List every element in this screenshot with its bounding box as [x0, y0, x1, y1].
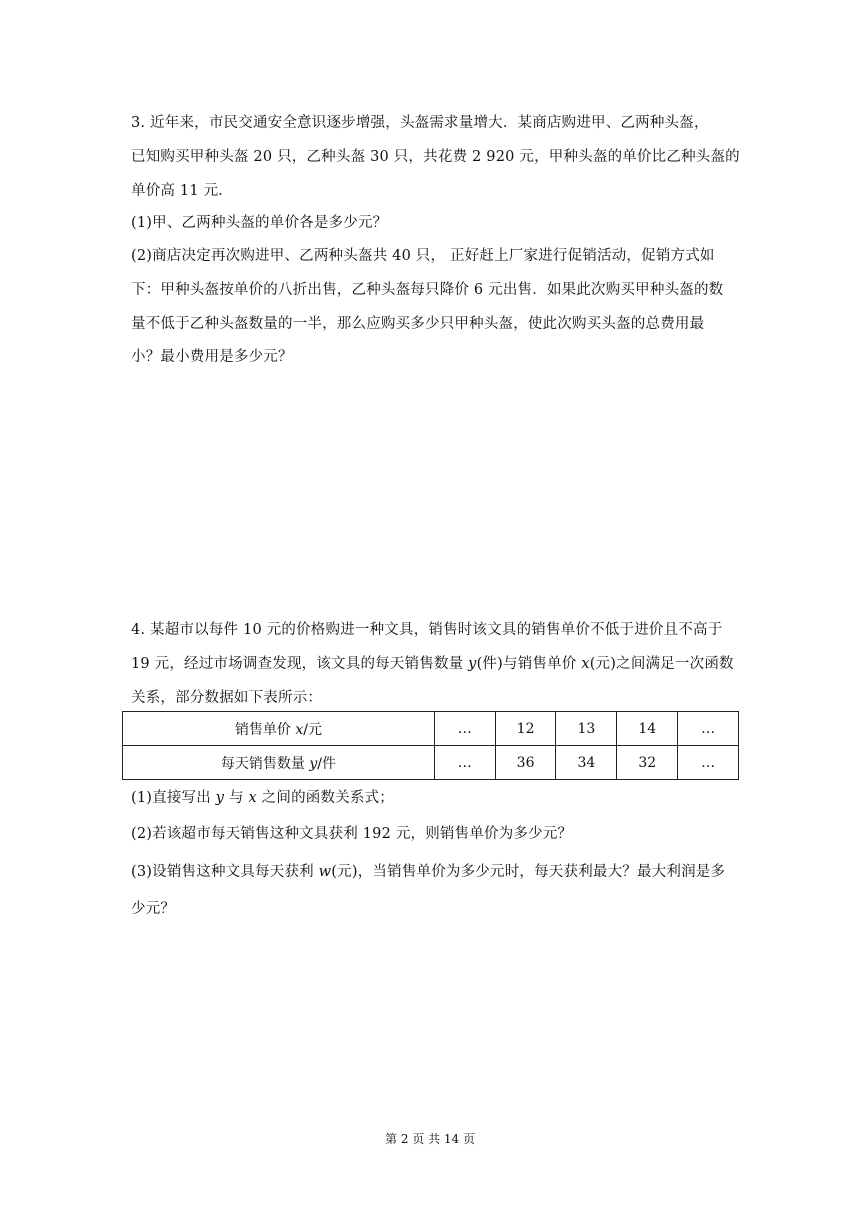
table-cell: 32	[617, 746, 678, 780]
q3-part-2-line-2: 下：甲种头盔按单价的八折出售，乙种头盔每只降价 6 元出售．如果此次购买甲种头盔的数	[131, 282, 724, 298]
page-footer: 第 2 页 共 14 页	[385, 1132, 475, 1146]
q3-line-2: 已知购买甲种头盔 20 只，乙种头盔 30 只，共花费 2 920 元，甲种头盔的单价比乙种头盔的	[131, 149, 740, 165]
q4-line-1: 4. 某超市以每件 10 元的价格购进一种文具，销售时该文具的销售单价不低于进价且不高于	[131, 622, 723, 638]
header-text: 销售单价	[234, 721, 296, 738]
table-cell: 13	[556, 712, 617, 746]
q4-part-3-a: (3)设销售这种文具每天获利	[131, 864, 319, 880]
q4-var-y: y	[468, 656, 477, 672]
table-header-price	[123, 712, 435, 746]
q4-part-2: (2)若该超市每天销售这种文具获利 192 元，则销售单价为多少元？	[131, 826, 573, 842]
q4-line-2-e: (元)之间满足一次函数	[589, 656, 734, 672]
header-unit: /件	[317, 755, 336, 772]
q4-var-x: x	[581, 656, 590, 672]
q3-part-2-line-1: (2)商店决定再次购进甲、乙两种头盔共 40 只， 正好赶上厂家进行促销活动，促销方式如	[131, 248, 715, 264]
q4-part-1-var-x: x	[248, 790, 257, 806]
table-cell: 34	[556, 746, 617, 780]
q4-part-1-a: (1)直接写出	[131, 790, 216, 806]
q4-part-1-e: 之间的函数关系式；	[256, 790, 394, 806]
q3-part-1: (1)甲、乙两种头盔的单价各是多少元？	[131, 215, 388, 231]
table-cell: 14	[617, 712, 678, 746]
q4-part-3-line-2: 少元？	[131, 901, 176, 917]
table-row-quantity	[123, 746, 739, 780]
header-var: y	[309, 755, 318, 772]
table-cell: 36	[495, 746, 556, 780]
data-table	[122, 711, 739, 780]
table-cell: …	[678, 746, 739, 780]
q3-part-2-line-4: 小？最小费用是多少元？	[131, 349, 293, 365]
q3-part-2-line-3: 量不低于乙种头盔数量的一半，那么应购买多少只甲种头盔，使此次购买头盔的总费用最	[131, 316, 705, 332]
header-text: 每天销售数量	[220, 755, 310, 772]
q4-part-3-var-w: w	[318, 864, 332, 880]
q4-part-3	[131, 862, 725, 882]
q4-part-1	[131, 788, 394, 808]
table-cell: …	[434, 746, 495, 780]
q4-part-3-c: (元)，当销售单价为多少元时，每天获利最大？最大利润是多	[331, 864, 726, 880]
table-header-quantity	[123, 746, 435, 780]
table-cell: …	[678, 712, 739, 746]
header-unit: /元	[303, 721, 322, 738]
table-row-price	[123, 712, 739, 746]
q4-line-3: 关系，部分数据如下表所示：	[131, 690, 323, 706]
q4-part-1-var-y: y	[215, 790, 225, 806]
table-cell: 12	[495, 712, 556, 746]
q3-line-3: 单价高 11 元．	[131, 183, 233, 199]
q3-line-1: 3. 近年来，市民交通安全意识逐步增强，头盔需求量增大．某商店购进甲、乙两种头盔，	[131, 115, 709, 131]
table-cell: …	[434, 712, 495, 746]
q4-line-2-c: (件)与销售单价	[476, 656, 582, 672]
q4-line-2	[131, 654, 734, 674]
q4-part-1-c: 与	[224, 790, 249, 806]
header-var: x	[295, 721, 304, 738]
q4-line-2-a: 19 元，经过市场调查发现，该文具的每天销售数量	[131, 656, 469, 672]
